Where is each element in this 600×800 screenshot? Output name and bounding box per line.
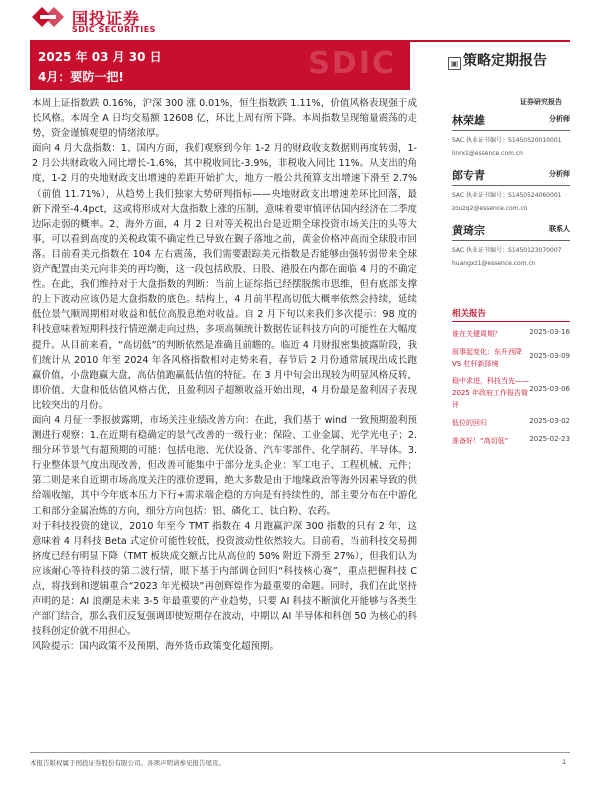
body-paragraph: 面向 4 月大盘指数：1、国内方面，我们观察到今年 1-2 月的财政收支数据则再度转弱，1-2 月公共财政收入同比增长-1.6%，其中税收同比-3.9%，非税收入同比 11%。从支出的角度，1-2 月的央地财政支出增速的差距开始扩大，地方一般公共预算支出增速下滑至 2.7%（前值 11.71%），从趋势上我们独家大势研判指标——央地财政支出增速差环比回落，最新下滑至-4.4pct，这或将形成对大盘指数上涨的压制，意味着要审慎评估国内经济在二季度边际走弱的概率。2、海外方面，4 月 2 日对等关税出台是近期全球投资市场关注的头等大事，可以看到高度的关税政策不确定性已导致在觐子落地之前，黄金价格冲高而全球股市回落。目前看美元指数在 104 左右震荡，我们需要跟踪美元指数是否能够由强转弱带来全球资产配置由美元向非美的再均衡，这一段包括欧股、日股、港股在内都在面临 4 月的不确定性。在此，我们维持对于大盘指数的判断：当前上证综指已经摆脱熊市思维，但有底部支撑的上下波动应该仍是大盘指数的底色。结构上，4 月前半程高切低大概率依然会持续，延续低位景气顺周期相对收益和低位高股息绝对收益。自 2 月下旬以来我们多次提示：98 度的科技意味着短期科技行情逆潮走向过热，多项高频统计数据佐证科技方向的可能性在大幅度提升。从目前来看，“高切低”的判断依然是准确且前瞻的。临近 4 月财报密集披露阶段，我们统计从 2010 年至 2024 年各风格指数相对走势来看，春节后 2 月份通常展现出成长跑赢价值，小盘跑赢大盘，高估值跑赢低估值的特征。在 3 月中旬会出现较为明显风格反转，即价值、大盘和低估值风格占优，且盈利因子超额收益开始出现，4 月份最是盈利因子表现比较突出的月份。	[32, 143, 418, 411]
page-number: 1	[562, 758, 567, 766]
analyst-cert: SAC 执业证书编号：S1450123070007	[452, 247, 562, 254]
analyst-role: 分析师	[549, 170, 570, 178]
analyst-divider	[452, 185, 570, 186]
banner-watermark: SDIC	[308, 46, 396, 81]
related-report-title[interactable]: 叙事起变化：东升西降 VS 杠杆新择境	[452, 348, 522, 368]
logo-text-cn: 国投证券	[72, 9, 141, 28]
analyst-email[interactable]: zouzq2@essence.com.cn	[452, 205, 528, 212]
related-reports-divider	[452, 321, 570, 322]
related-report-date: 2025-03-16	[529, 328, 570, 336]
related-report-date: 2025-03-09	[529, 352, 570, 360]
report-type-icon: ▣	[448, 57, 461, 70]
section-label: 证券研究报告	[520, 98, 562, 106]
analyst-name: 林荣雄	[452, 114, 485, 127]
report-body	[32, 96, 417, 654]
analyst-cert: SAC 执业证书编号：S1450520010001	[452, 137, 562, 144]
analyst-role: 联系人	[549, 225, 570, 233]
analyst-name: 黄琦宗	[452, 224, 485, 237]
related-report-item[interactable]	[452, 346, 570, 372]
related-report-date: 2025-03-06	[529, 385, 570, 393]
report-type-text: 策略定期报告	[463, 53, 547, 69]
analyst-divider	[452, 240, 570, 241]
body-paragraph: 面向 4 月征一季报披露期，市场关注业绩改善方向：在此，我们基于 wind 一致预期盈利预测进行观察：1.在近期有稳确定的景气改善的一级行业：保险、工业金属、光学光电子；2.细分环节景气有超预期的可能：包括电池、光伏设备、汽车零部件、化学制药、半导体。3.行业整体景气度出现改善，但改善可能集中于部分龙头企业：军工电子、工程机械、元件；第二则是来自近期市场高度关注的涨价逻辑，绝大多数是由于地缘政治等海外因素导致的供给端收缩，其中今年底本压力下行+需求端企稳的方向是有持续性的，部主要分布在中游化工和部分金属冶炼的方向，细分方向包括：铝、磷化工、钛白粉、农药。	[32, 414, 417, 517]
related-report-title[interactable]: 稳中求进，科技当先——2025 年政府工作报告简评	[452, 377, 529, 409]
related-report-date: 2025-02-23	[529, 435, 570, 443]
related-report-item[interactable]	[452, 375, 570, 413]
analyst-cert: SAC 执业证书编号：S1450524060001	[452, 192, 562, 199]
footer-rule	[30, 752, 570, 753]
body-paragraph: 本周上证指数跌 0.16%，沪深 300 涨 0.01%，恒生指数跌 1.11%，价值风格表现强于成长风格。本周全 A 日均交易额 12608 亿，环比上周有所下降。本周指数呈现缩量震荡的走势，资金谨慎观望的情绪浓厚。	[32, 98, 417, 140]
analyst-card	[452, 222, 570, 274]
report-title: 4月：要防一把!	[38, 70, 124, 84]
report-date: 2025 年 03 月 30 日	[38, 50, 162, 64]
logo-text-en: SDIC SECURITIES	[72, 25, 156, 34]
analyst-card	[452, 167, 570, 219]
analyst-role: 分析师	[549, 115, 570, 123]
footer-disclaimer: 本报告版权属于国投证券股份有限公司。各项声明请参见报告尾页。	[30, 759, 225, 767]
analyst-email[interactable]: huangxz1@essence.com.cn	[452, 260, 536, 267]
report-type-label	[448, 50, 547, 70]
title-banner	[30, 42, 410, 90]
analyst-email[interactable]: linrx1@essence.com.cn	[452, 150, 523, 157]
related-report-date: 2025-03-02	[529, 417, 570, 425]
related-report-title[interactable]: 谁在关键周期？	[452, 330, 501, 338]
related-report-item[interactable]	[452, 328, 570, 342]
related-report-item[interactable]	[452, 417, 570, 431]
logo-icon	[30, 4, 66, 30]
related-report-title[interactable]: 低位的回归	[452, 419, 487, 427]
related-report-title[interactable]: 准备好！“高切低”	[452, 437, 509, 445]
analyst-card	[452, 112, 570, 164]
analyst-divider	[452, 130, 570, 131]
analyst-name: 郎专青	[452, 169, 485, 182]
related-report-item[interactable]	[452, 435, 570, 449]
risk-warning: 风险提示：国内政策不及预期、海外货币政策变化超预期。	[32, 641, 280, 653]
body-paragraph: 对于科技投资的建议，2010 年至今 TMT 指数在 4 月跑赢沪深 300 指数的只有 2 年，这意味着 4 月科技 Beta 式定价可能性较低，投资波动性依然较大。目前看，当前科技交易拥挤度已经有明显下降（TMT 板块成交额占比从高位的 50% 附近下滑至 27%），但我们认为应该耐心等待科技的第二波行情，眼下基于内部调仓回归“科技核心赛”，重点把握科技 C 点，将找到和逻辑重合“2023 年光模块”再创辉煌作为最重要的命题。同时，我们在此坚持声明的是：AI 浪潮是未来 3-5 年最重要的产业趋势，只要 AI 科技不断演化开能够与各类生产部门结合，那么我们反复强调即使短期存在波动，中期以 AI 半导体和科创 50 为核心的科技科创定价就不用担心。	[32, 520, 417, 638]
related-reports-header: 相关报告	[452, 309, 487, 319]
